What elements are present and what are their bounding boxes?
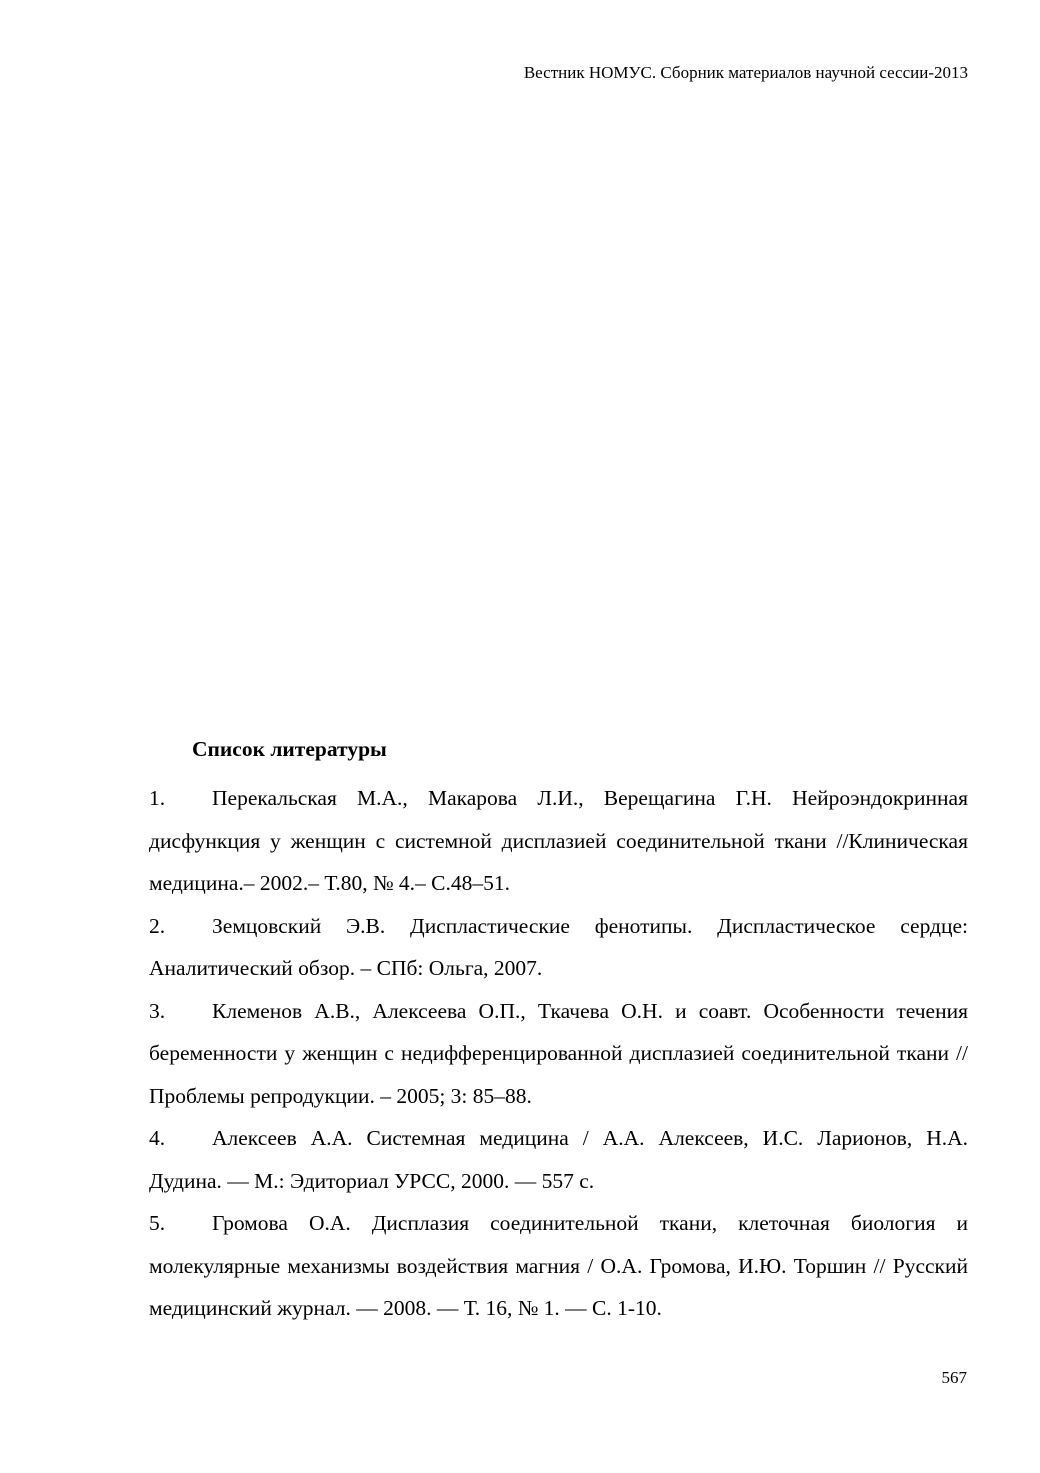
reference-text: Громова О.А. Дисплазия соединительной ткани, клеточная биология и молекулярные механизмы воздействия магния / О.А. Громова, И.Ю. Торшин // Русский медицинский журнал. — 2008. — Т. 16, № 1. — С. 1-10. (149, 1211, 968, 1320)
running-header: Вестник НОМУС. Сборник материалов научной сессии-2013 (523, 63, 968, 82)
page-number: 567 (941, 1368, 967, 1387)
reference-item (149, 777, 968, 905)
reference-number: 4. (149, 1126, 166, 1150)
reference-item (149, 1202, 968, 1330)
reference-number: 1. (149, 786, 166, 810)
reference-number: 5. (149, 1211, 166, 1235)
reference-item (149, 905, 968, 990)
reference-text: Клеменов А.В., Алексеева О.П., Ткачева О.Н. и соавт. Особенности течения беременности у женщин с недифференцированной дисплазией соединительной ткани // Проблемы репродукции. – 2005; 3: 85–88. (149, 998, 968, 1108)
reference-item (149, 990, 968, 1118)
reference-text: Земцовский Э.В. Диспластические фенотипы. Диспластическое сердце: Аналитический обзор. – СПб: Ольга, 2007. (149, 913, 968, 980)
references-section (149, 734, 968, 1330)
reference-number: 2. (149, 913, 166, 938)
references-title: Список литературы (192, 737, 387, 761)
reference-text: Алексеев А.А. Системная медицина / А.А. Алексеев, И.С. Ларионов, Н.А. Дудина. — М.: Эдиториал УРСС, 2000. — 557 с. (149, 1126, 968, 1193)
reference-text: Перекальская М.А., Макарова Л.И., Верещагина Г.Н. Нейроэндокринная дисфункция у женщин с системной дисплазией соединительной ткани //Клиническая медицина.– 2002.– Т.80, № 4.– С.48–51. (149, 786, 968, 895)
reference-number: 3. (149, 998, 166, 1023)
reference-item (149, 1117, 968, 1202)
